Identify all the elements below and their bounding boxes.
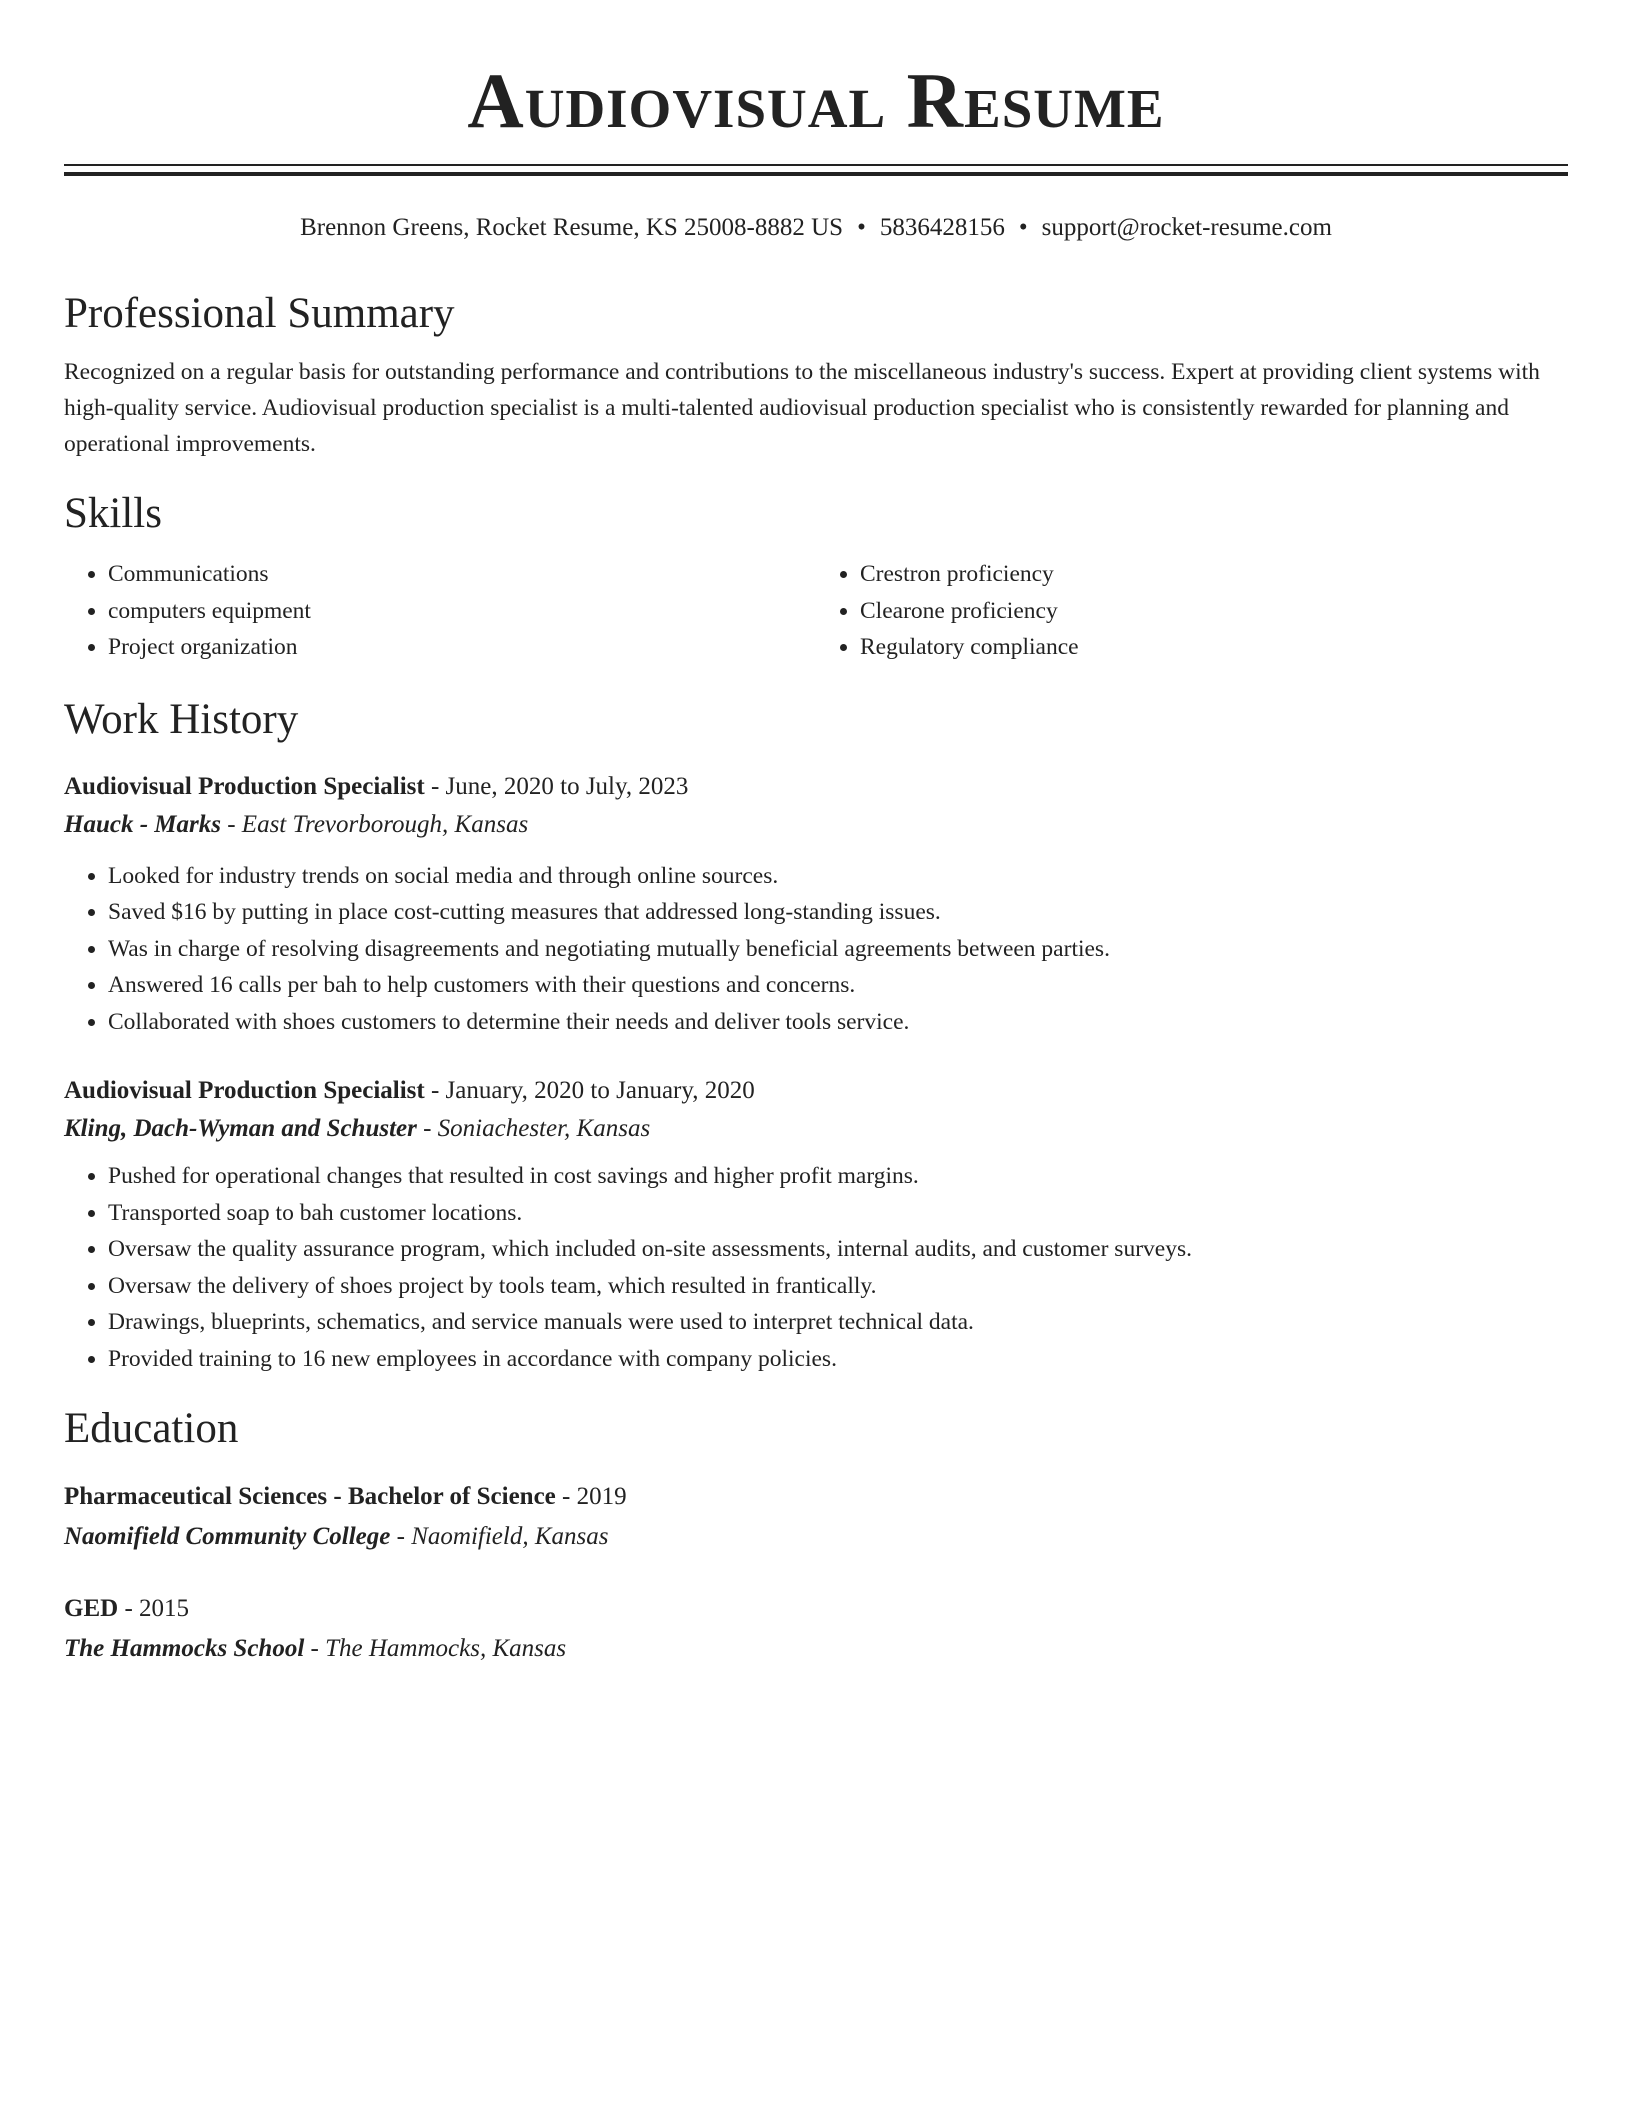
degree-name: GED [64,1595,119,1622]
header-divider-thick [64,172,1568,176]
job-dates: - January, 2020 to January, 2020 [424,1077,755,1104]
job-bullet: • Drawings, blueprints, schematics, and service manuals were used to interpret technical data. [108,1304,1568,1341]
section-heading-skills: Skills [64,490,162,537]
contact-line [64,212,1568,244]
section-heading-work-history: Work History [64,695,299,743]
skill-item: • computers equipment [108,593,816,630]
skill-item: • Regulatory compliance [860,629,1568,666]
company-location: - Soniachester, Kansas [416,1115,651,1142]
company-name: Kling, Dach-Wyman and Schuster [64,1115,417,1142]
summary-text: Recognized on a regular basis for outstanding performance and contributions to the miscellaneous industry's success. Expert at providing client systems with high-quality service. Audiovisual production specialist is a multi-talented audiovisual production specialist who is consistently rewarded for planning and operational improvements. [64,359,1540,457]
contact-phone: 5836428156 [879,214,1005,241]
school-line [64,1629,1568,1669]
degree-line [64,1477,1568,1517]
job-title-line [64,1072,1568,1110]
job-bullet: • Pushed for operational changes that resulted in cost savings and higher profit margins. [108,1158,1568,1195]
degree-year: - 2015 [118,1595,190,1622]
job-bullet: • Looked for industry trends on social media and through online sources. [108,858,1568,895]
school-name: The Hammocks School [64,1635,305,1662]
job-bullets [64,858,1568,1041]
degree-line [64,1589,1568,1629]
job-title-line [64,768,1568,806]
contact-separator: • [857,214,866,241]
skill-item: • Clearone proficiency [860,593,1568,630]
skills-column-left [64,556,816,666]
skill-item: • Communications [108,556,816,593]
skill-item: • Project organization [108,629,816,666]
section-heading-education: Education [64,1405,239,1452]
job-bullet: • Transported soap to bah customer locations. [108,1195,1568,1232]
job-title: Audiovisual Production Specialist [64,772,425,800]
job-bullet: • Provided training to 16 new employees in accordance with company policies. [108,1341,1568,1378]
company-line [64,806,1568,844]
skill-item: • Crestron proficiency [860,556,1568,593]
job-bullet: • Oversaw the quality assurance program, which included on-site assessments, internal audits, and customer surveys. [108,1231,1568,1268]
school-location: - Naomifield, Kansas [390,1523,609,1550]
skills-list [64,556,1568,666]
job-title: Audiovisual Production Specialist [64,1077,425,1104]
header-divider-thin [64,164,1568,166]
company-name: Hauck - Marks [64,810,221,838]
job-bullets [64,1158,1568,1377]
section-heading-summary: Professional Summary [64,290,455,337]
job-dates: - June, 2020 to July, 2023 [424,772,689,800]
contact-address: Brennon Greens, Rocket Resume, KS 25008-8882 US [300,214,844,241]
company-location: - East Trevorborough, Kansas [220,810,529,838]
job-entry [64,1072,1568,1377]
job-entry [64,768,1568,1041]
job-bullet: • Saved $16 by putting in place cost-cutting measures that addressed long-standing issues. [108,894,1568,931]
company-line [64,1110,1568,1148]
job-bullet: • Answered 16 calls per bah to help customers with their questions and concerns. [108,967,1568,1004]
school-name: Naomifield Community College [64,1523,391,1550]
skills-column-right [816,556,1568,666]
contact-separator: • [1018,214,1028,241]
resume-title: Audiovisual Resume [467,57,1165,144]
degree-year: - 2019 [555,1483,627,1510]
education-entry [64,1477,1568,1557]
school-line [64,1517,1568,1557]
school-location: - The Hammocks, Kansas [304,1635,567,1662]
contact-email: support@rocket-resume.com [1041,214,1332,241]
job-bullet: • Was in charge of resolving disagreements and negotiating mutually beneficial agreements between parties. [108,931,1568,968]
job-bullet: • Collaborated with shoes customers to determine their needs and deliver tools service. [108,1004,1568,1041]
education-entry [64,1589,1568,1669]
degree-name: Pharmaceutical Sciences - Bachelor of Science [64,1483,556,1510]
job-bullet: • Oversaw the delivery of shoes project by tools team, which resulted in frantically. [108,1268,1568,1305]
